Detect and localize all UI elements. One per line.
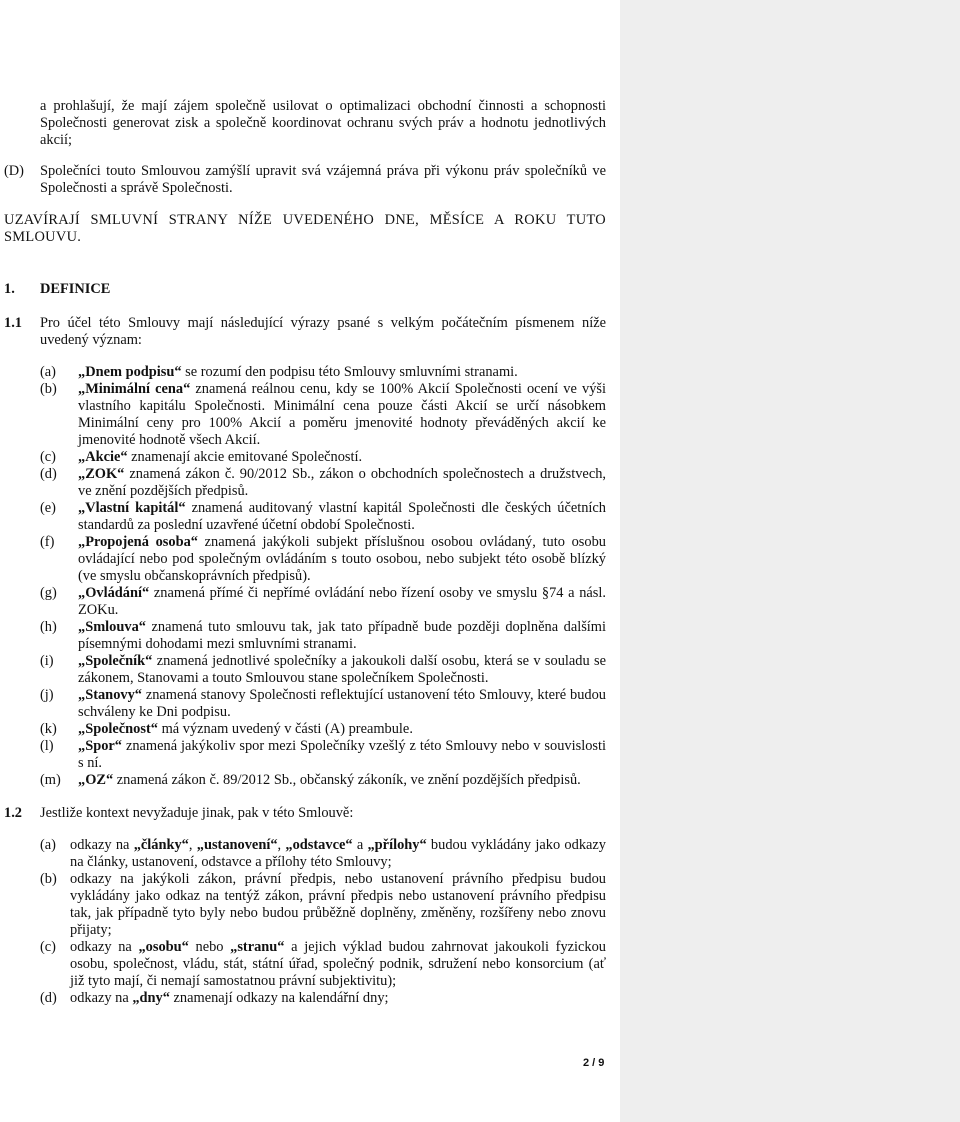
definition-text: má význam uvedený v části (A) preambule.	[157, 721, 413, 737]
interp-c-text: odkazy na „osobu“ nebo „stranu“ a jejich výklad budou zahrnovat jakoukoli fyzickou osobu, společnost, vládu, stát, státní úřad, společný podnik, sdružení nebo konsorcium (ať již tyto mají, či nemají samostatnou právní subjektivitu);	[70, 939, 606, 989]
preamble-d-label: (D)	[4, 163, 24, 179]
defined-term: „ZOK“	[78, 466, 125, 482]
item-label: (m)	[40, 772, 61, 788]
item-label: (h)	[40, 619, 57, 635]
definition-text: znamená zákon č. 89/2012 Sb., občanský zákoník, ve znění pozdějších předpisů.	[113, 772, 581, 788]
clause-1-1-text: Pro účel této Smlouvy mají následující výrazy psané s velkým počátečním písmenem níže uvedený význam:	[40, 315, 606, 348]
defined-term: „Minimální cena“	[78, 381, 191, 397]
definition-text: znamená tuto smlouvu tak, jak tato případně bude později doplněna dalšími písemnými dohodami mezi smluvními stranami.	[78, 619, 606, 652]
item-label: (b)	[40, 871, 57, 887]
defined-term: „Stanovy“	[78, 687, 142, 703]
preamble-continuation: a prohlašují, že mají zájem společně usilovat o optimalizaci obchodní činnosti a schopnosti Společnosti generovat zisk a společně koordinovat ochranu svých práv a hodnotu jednotlivých akcií;	[40, 98, 606, 148]
clause-1-1-number: 1.1	[4, 315, 22, 331]
item-label: (l)	[40, 738, 54, 754]
defined-term: „OZ“	[78, 772, 114, 788]
preamble-d-text: Společníci touto Smlouvou zamýšlí upravit svá vzájemná práva při výkonu práv společníků ve Společnosti a správě Společnosti.	[40, 163, 606, 196]
item-label: (a)	[40, 837, 56, 853]
interp-b-text: odkazy na jakýkoli zákon, právní předpis, nebo ustanovení právního předpisu budou vykládány jako odkaz na tentýž zákon, právní předpis nebo ustanovení právního předpisu tak, jak případně tyto byly nebo budou průběžně doplněny, změněny, rozšířeny nebo znovu přijaty;	[70, 871, 606, 938]
interp-d-text: odkazy na „dny“ znamenají odkazy na kalendářní dny;	[70, 990, 389, 1006]
definition-text: znamená auditovaný vlastní kapitál Společnosti dle českých účetních standardů za poslední uzavřené účetní období Společnosti.	[78, 500, 607, 533]
interp-a-text: odkazy na „články“, „ustanovení“, „odstavce“ a „přílohy“ budou vykládány jako odkazy na články, ustanovení, odstavce a přílohy této Smlouvy;	[70, 837, 606, 870]
defined-term: „Smlouva“	[78, 619, 146, 635]
defined-term: „Akcie“	[78, 449, 128, 465]
item-label: (i)	[40, 653, 54, 669]
item-label: (b)	[40, 381, 57, 397]
right-margin-panel	[620, 0, 960, 1122]
definition-text: znamená jakýkoli subjekt příslušnou osobou ovládaný, tuto osobu ovládající nebo pod společným ovládáním s touto osobou, nebo subjekt této osobě blízký (ve smyslu občanskoprávních předpisů).	[78, 534, 606, 584]
agreement-clause: UZAVÍRAJÍ SMLUVNÍ STRANY NÍŽE UVEDENÉHO DNE, MĚSÍCE A ROKU TUTO SMLOUVU.	[4, 212, 606, 245]
item-label: (g)	[40, 585, 57, 601]
section-number: 1.	[4, 281, 15, 297]
defined-term: „Spor“	[78, 738, 122, 754]
definition-text: znamenají akcie emitované Společností.	[127, 449, 363, 465]
item-label: (c)	[40, 939, 56, 955]
item-label: (a)	[40, 364, 56, 380]
clause-1-2-text: Jestliže kontext nevyžaduje jinak, pak v této Smlouvě:	[40, 805, 354, 821]
item-label: (j)	[40, 687, 54, 703]
clause-1-2-number: 1.2	[4, 805, 22, 821]
definition-text: znamená jednotlivé společníky a jakoukoli další osobu, která se v souladu se zákonem, Stanovami a touto Smlouvou stane společníkem Společnosti.	[78, 653, 606, 686]
defined-term: „Vlastní kapitál“	[78, 500, 186, 516]
definition-text: znamená reálnou cenu, kdy se 100% Akcií Společnosti ocení ve výši vlastního kapitálu Společnosti. Minimální cena pouze části Akcií se určí násobkem Minimální ceny pro 100% Akcií a poměru jmenovité hodnoty převáděných akcií ke jmenovité hodnotě všech Akcií.	[78, 381, 606, 448]
defined-term: „Dnem podpisu“	[78, 364, 182, 380]
item-label: (k)	[40, 721, 57, 737]
defined-term: „Propojená osoba“	[78, 534, 198, 550]
item-label: (e)	[40, 500, 56, 516]
definition-text: znamená stanovy Společnosti reflektující ustanovení této Smlouvy, které budou schváleny ke Dni podpisu.	[78, 687, 606, 720]
section-title: DEFINICE	[40, 281, 111, 297]
item-label: (f)	[40, 534, 55, 550]
defined-term: „Společnost“	[78, 721, 158, 737]
definition-text: znamená zákon č. 90/2012 Sb., zákon o obchodních společnostech a družstvech, ve znění pozdějších předpisů.	[78, 466, 606, 499]
item-label: (d)	[40, 466, 57, 482]
page-number: 2 / 9	[583, 1057, 605, 1069]
item-label: (c)	[40, 449, 56, 465]
definition-text: se rozumí den podpisu této Smlouvy smluvními stranami.	[181, 364, 518, 380]
defined-term: „Společník“	[78, 653, 153, 669]
item-label: (d)	[40, 990, 57, 1006]
defined-term: „Ovládání“	[78, 585, 150, 601]
definition-text: znamená jakýkoliv spor mezi Společníky vzešlý z této Smlouvy nebo v souvislosti s ní.	[78, 738, 606, 771]
definition-text: znamená přímé či nepřímé ovládání nebo řízení osoby ve smyslu §74 a násl. ZOKu.	[78, 585, 606, 618]
